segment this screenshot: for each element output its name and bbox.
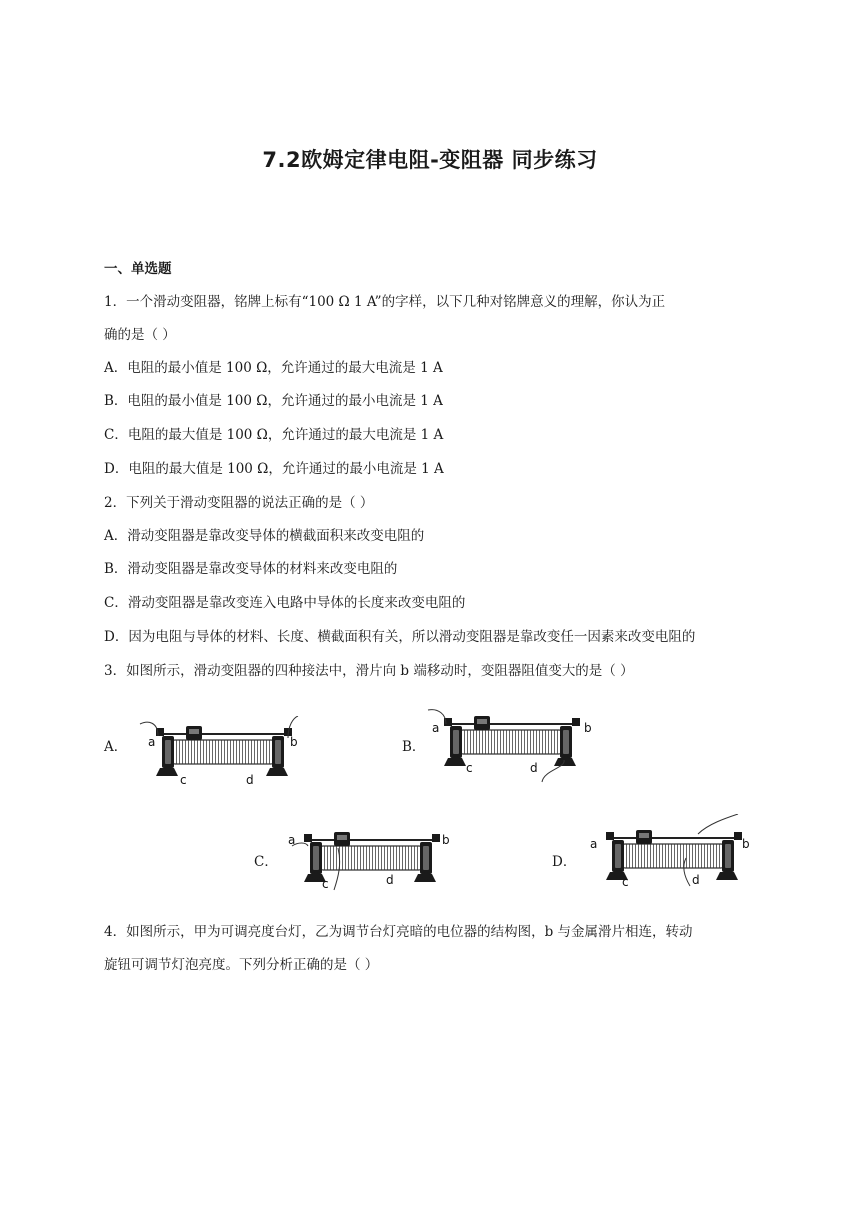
q3-figure-c-rheostat <box>286 818 456 894</box>
q3-figure-b-rheostat <box>426 706 596 784</box>
q1-option-a: A．电阻的最小值是 100 Ω，允许通过的最大电流是 1 A <box>104 360 443 376</box>
q2-option-b: B．滑动变阻器是靠改变导体的材料来改变电阻的 <box>104 561 398 577</box>
terminal-a-label: a <box>590 837 598 851</box>
q3-figure-a-label: A． <box>104 739 128 755</box>
terminal-d-label: d <box>386 873 394 887</box>
q3-figure-a-rheostat <box>138 716 308 788</box>
terminal-b-label: b <box>290 735 298 749</box>
q4-stem-line1: 4．如图所示，甲为可调亮度台灯，乙为调节台灯亮暗的电位器的结构图，b 与金属滑片相连，转动 <box>104 924 693 940</box>
q3-figure-b-label: B． <box>402 739 426 755</box>
q2-option-c: C．滑动变阻器是靠改变连入电路中导体的长度来改变电阻的 <box>104 595 466 611</box>
q1-option-d: D．电阻的最大值是 100 Ω，允许通过的最小电流是 1 A <box>104 461 444 477</box>
q2-option-a: A．滑动变阻器是靠改变导体的横截面积来改变电阻的 <box>104 528 425 544</box>
terminal-c-label: c <box>322 877 329 891</box>
terminal-c-label: c <box>622 875 629 889</box>
q1-stem-line2: 确的是（ ） <box>104 327 176 343</box>
terminal-a-label: a <box>148 735 156 749</box>
terminal-d-label: d <box>692 873 700 887</box>
terminal-b-label: b <box>584 721 592 735</box>
q3-figure-c-label: C． <box>254 854 278 870</box>
q3-figure-d-label: D． <box>552 854 577 870</box>
terminal-b-label: b <box>442 833 450 847</box>
q3-stem: 3．如图所示，滑动变阻器的四种接法中，滑片向 b 端移动时，变阻器阻值变大的是（ ） <box>104 663 634 679</box>
terminal-d-label: d <box>530 761 538 775</box>
page-title: 7.2欧姆定律电阻-变阻器 同步练习 <box>262 148 598 172</box>
q1-option-c: C．电阻的最大值是 100 Ω，允许通过的最大电流是 1 A <box>104 427 444 443</box>
q1-option-b: B．电阻的最小值是 100 Ω，允许通过的最小电流是 1 A <box>104 393 443 409</box>
section-heading: 一、单选题 <box>104 261 172 277</box>
terminal-c-label: c <box>180 773 187 787</box>
q2-stem: 2．下列关于滑动变阻器的说法正确的是（ ） <box>104 495 374 511</box>
q1-stem-line1: 1．一个滑动变阻器，铭牌上标有“100 Ω 1 A”的字样，以下几种对铭牌意义的理解，你认为正 <box>104 294 666 310</box>
q2-option-d: D．因为电阻与导体的材料、长度、横截面积有关，所以滑动变阻器是靠改变任一因素来改变电阻的 <box>104 629 696 645</box>
terminal-d-label: d <box>246 773 254 787</box>
terminal-c-label: c <box>466 761 473 775</box>
q3-figure-d-rheostat <box>586 814 756 890</box>
terminal-a-label: a <box>432 721 440 735</box>
terminal-b-label: b <box>742 837 750 851</box>
terminal-a-label: a <box>288 833 296 847</box>
q4-stem-line2: 旋钮可调节灯泡亮度。下列分析正确的是（ ） <box>104 957 379 973</box>
